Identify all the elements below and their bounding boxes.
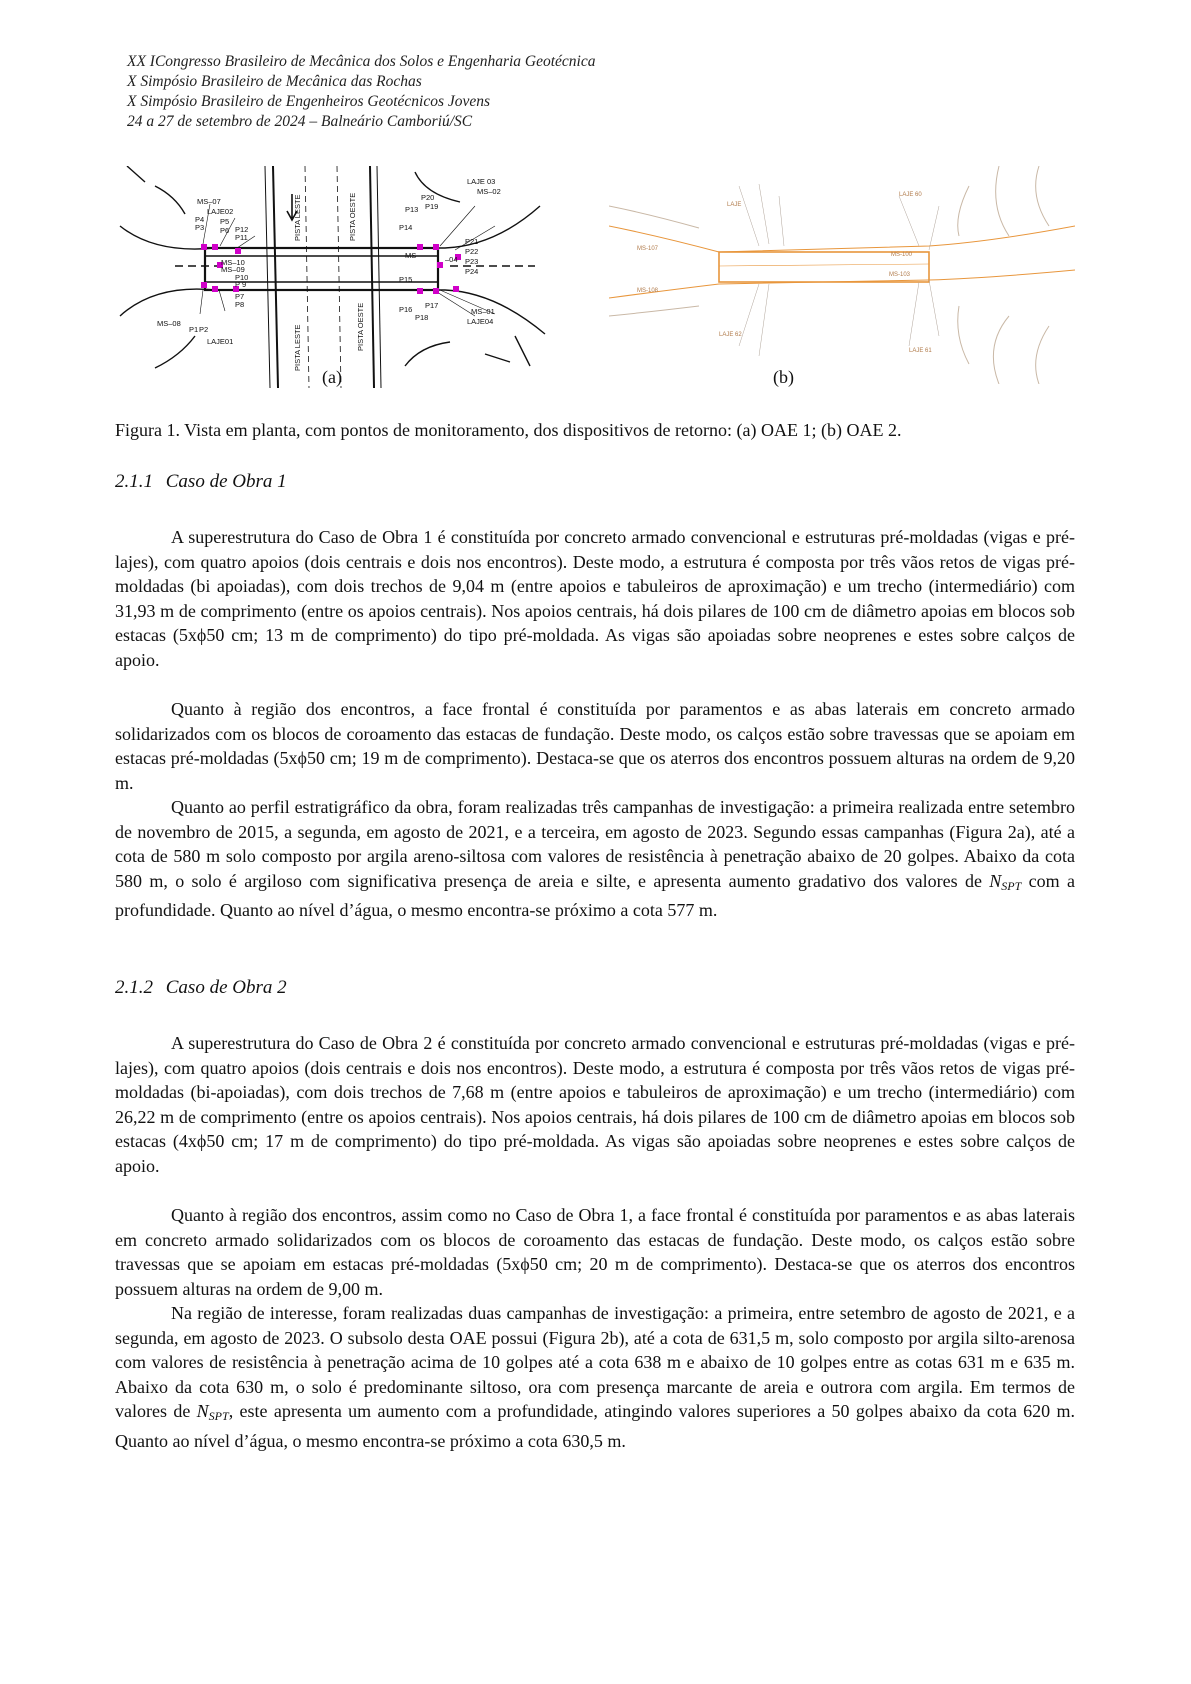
label-p14: P14	[399, 223, 413, 232]
label-p10: P10	[235, 273, 249, 282]
label-ms03: MS–	[405, 251, 421, 260]
paragraph-text: , este apresenta um aumento com a profundidade, atingindo valores superiores a 50 golpes abaixo da cota 620 m. Quanto ao nível d’água, o mesmo encontra-se próximo a cota 630,5 m.	[115, 1401, 1076, 1451]
label-p1: P1	[189, 325, 199, 334]
label-p16: P16	[399, 305, 413, 314]
label-p21: P21	[465, 237, 479, 246]
label-pista-oeste-top: PISTA OESTE	[348, 192, 357, 241]
label-ms02: MS–02	[477, 187, 501, 196]
subfigure-label-a: (a)	[322, 367, 342, 387]
svg-text:LAJE: LAJE	[727, 202, 742, 208]
section-number: 2.1.1	[115, 471, 153, 492]
section-number: 2.1.2	[115, 977, 153, 998]
paragraph-text: Quanto ao perfil estratigráfico da obra, foram realizadas três campanhas de investigação: a primeira realizada entre setembro de novembro de 2015, a segunda, em agosto de 2021, e a terceira, em agosto de 2023. Segundo essas campanhas (Figura 2a), até a cota de 580 m solo composto por argila areno-siltosa com valores de resistência à penetração abaixo de 20 golpes. Abaixo da cota 580 m, o solo é argiloso com significativa presença de areia e silte, e apresenta aumento gradativo dos valores de	[115, 797, 1075, 891]
label-p19: P19	[425, 202, 439, 211]
label-laje04: LAJE04	[467, 317, 494, 326]
plan-view-oae1	[115, 166, 580, 388]
label-p6: P6	[220, 226, 230, 235]
svg-text:MS-108: MS-108	[637, 288, 659, 294]
svg-text:LAJE 62: LAJE 62	[719, 332, 742, 338]
svg-text:MS-103: MS-103	[889, 272, 911, 278]
paragraph	[115, 795, 1075, 923]
label-pista-leste-top: PISTA LESTE	[293, 194, 302, 241]
conference-header	[127, 52, 1027, 132]
label-ms10: MS–10	[221, 258, 245, 267]
label-laje03: LAJE 03	[467, 177, 496, 186]
header-line-1: XX ICongresso Brasileiro de Mecânica dos Solos e Engenharia Geotécnica	[127, 53, 596, 70]
figure-1	[115, 160, 1075, 410]
label-p12: P12	[235, 225, 249, 234]
label-ms07: MS–07	[197, 197, 221, 206]
paragraph	[115, 1301, 1075, 1453]
subfigure-label-b: (b)	[773, 367, 794, 387]
svg-text:MS-107: MS-107	[637, 246, 659, 252]
nspt-symbol: N	[196, 1401, 209, 1421]
nspt-subscript: SPT	[208, 1409, 229, 1423]
label-p17: P17	[425, 301, 439, 310]
label-p5: P5	[220, 217, 230, 226]
label-ms09: MS–09	[221, 265, 245, 274]
label-p15: P15	[399, 275, 413, 284]
paragraph-text: Na região de interesse, foram realizadas duas campanhas de investigação: a primeira, entre setembro de agosto de 2021, e a segunda, em agosto de 2023. O subsolo desta OAE possui (Figura 2b), até a cota de 631,5 m, solo composto por argila silto-arenosa com valores de resistência à penetração acima de 10 golpes até a cota 638 m e abaixo de 10 golpes entre as cotas 631 m e 635 m. Abaixo da cota 630 m, o solo é predominante siltoso, ora com presença marcante de areia e outrora com argila. Em termos de valores de	[115, 1303, 1075, 1421]
label-ms01: MS–01	[471, 307, 495, 316]
header-line-2: X Simpósio Brasileiro de Mecânica das Rochas	[127, 73, 422, 90]
label-p13: P13	[405, 205, 419, 214]
label-laje01: LAJE01	[207, 337, 234, 346]
label-p4: P4	[195, 215, 205, 224]
label-pista-leste-bot: PISTA LESTE	[293, 324, 302, 371]
label-pista-oeste-bot: PISTA OESTE	[356, 302, 365, 351]
header-line-4: 24 a 27 de setembro de 2024 – Balneário Camboriú/SC	[127, 113, 473, 130]
label-p11: P11	[235, 233, 248, 242]
paragraph-text: com a profundidade. Quanto ao nível d’água, o mesmo encontra-se próximo a cota 577 m.	[115, 870, 1075, 920]
label-p24: P24	[465, 267, 479, 276]
label-p8: P8	[235, 300, 245, 309]
label-ms04: –04	[445, 255, 458, 264]
nspt-symbol: N	[989, 870, 1002, 891]
label-p7: P7	[235, 292, 245, 301]
paragraph: Quanto à região dos encontros, a face frontal é constituída por paramentos e as abas laterais em concreto armado solidarizados com os blocos de coroamento das estacas de fundação. Deste modo, os calços estão sobre travessas que se apoiam em estacas pré-moldadas (5xϕ50 cm; 19 m de comprimento). Destaca-se que os aterros dos encontros possuem alturas na ordem de 9,20 m.	[115, 699, 1075, 793]
section-heading-2-1-1	[115, 471, 287, 493]
label-laje02: LAJE02	[207, 207, 234, 216]
label-p20: P20	[421, 193, 435, 202]
svg-text:MS-100: MS-100	[891, 252, 913, 258]
svg-text:LAJE 60: LAJE 60	[899, 192, 922, 198]
section-title: Caso de Obra 2	[165, 977, 287, 998]
label-p2: P2	[199, 325, 209, 334]
paragraph: A superestrutura do Caso de Obra 1 é constituída por concreto armado convencional e estruturas pré-moldadas (vigas e pré-lajes), com quatro apoios (dois centrais e dois nos encontros). Deste modo, a estrutura é composta por três vãos retos de vigas pré-moldadas (bi apoiadas), com dois trechos de 9,04 m (entre apoios e tabuleiros de aproximação) e um trecho (intermediário) com 31,93 m de comprimento (entre os apoios centrais). Nos apoios centrais, há dois pilares de 100 cm de diâmetro apoias em blocos sob estacas (5xϕ50 cm; 13 m de comprimento) do tipo pré-moldada. As vigas são apoiadas sobre neoprenes e estes sobre calços de apoio.	[115, 527, 1075, 670]
label-p18: P18	[415, 313, 429, 322]
paragraph: A superestrutura do Caso de Obra 2 é constituída por concreto armado convencional e estruturas pré-moldadas (vigas e pré-lajes), com quatro apoios (dois centrais e dois nos encontros). Deste modo, a estrutura é composta por três vãos retos de vigas pré-moldadas (bi-apoiadas), com dois trechos de 7,68 m (entre apoios e tabuleiros de aproximação) e um trecho (intermediário) com 26,22 m de comprimento (entre os apoios centrais). Nos apoios centrais, há dois pilares de 100 cm de diâmetro apoias em blocos sob estacas (4xϕ50 cm; 17 m de comprimento) do tipo pré-moldada. As vigas são apoiadas sobre neoprenes e estes sobre calços de apoio.	[115, 1033, 1075, 1176]
nspt-subscript: SPT	[1001, 878, 1022, 893]
label-p22: P22	[465, 247, 479, 256]
label-p23: P23	[465, 257, 479, 266]
svg-text:LAJE 61: LAJE 61	[909, 348, 932, 354]
paragraph: Quanto à região dos encontros, assim como no Caso de Obra 1, a face frontal é constituída por paramentos e as abas laterais em concreto armado solidarizados com os blocos de coroamento das estacas de fundação. Deste modo, os calços estão sobre travessas que se apoiam em estacas pré-moldadas (5xϕ50 cm; 20 m de comprimento). Destaca-se que os aterros dos encontros possuem alturas na ordem de 9,00 m.	[115, 1205, 1075, 1299]
figure-caption: Figura 1. Vista em planta, com pontos de monitoramento, dos dispositivos de retorno: (a) OAE 1; (b) OAE 2.	[115, 420, 902, 440]
plan-view-oae2	[609, 166, 1075, 384]
section-heading-2-1-2	[115, 977, 287, 999]
label-ms08: MS–08	[157, 319, 181, 328]
header-line-3: X Simpósio Brasileiro de Engenheiros Geotécnicos Jovens	[127, 93, 491, 110]
section-title: Caso de Obra 1	[165, 471, 287, 492]
label-p3: P3	[195, 223, 205, 232]
label-p9: P 9	[235, 280, 247, 289]
